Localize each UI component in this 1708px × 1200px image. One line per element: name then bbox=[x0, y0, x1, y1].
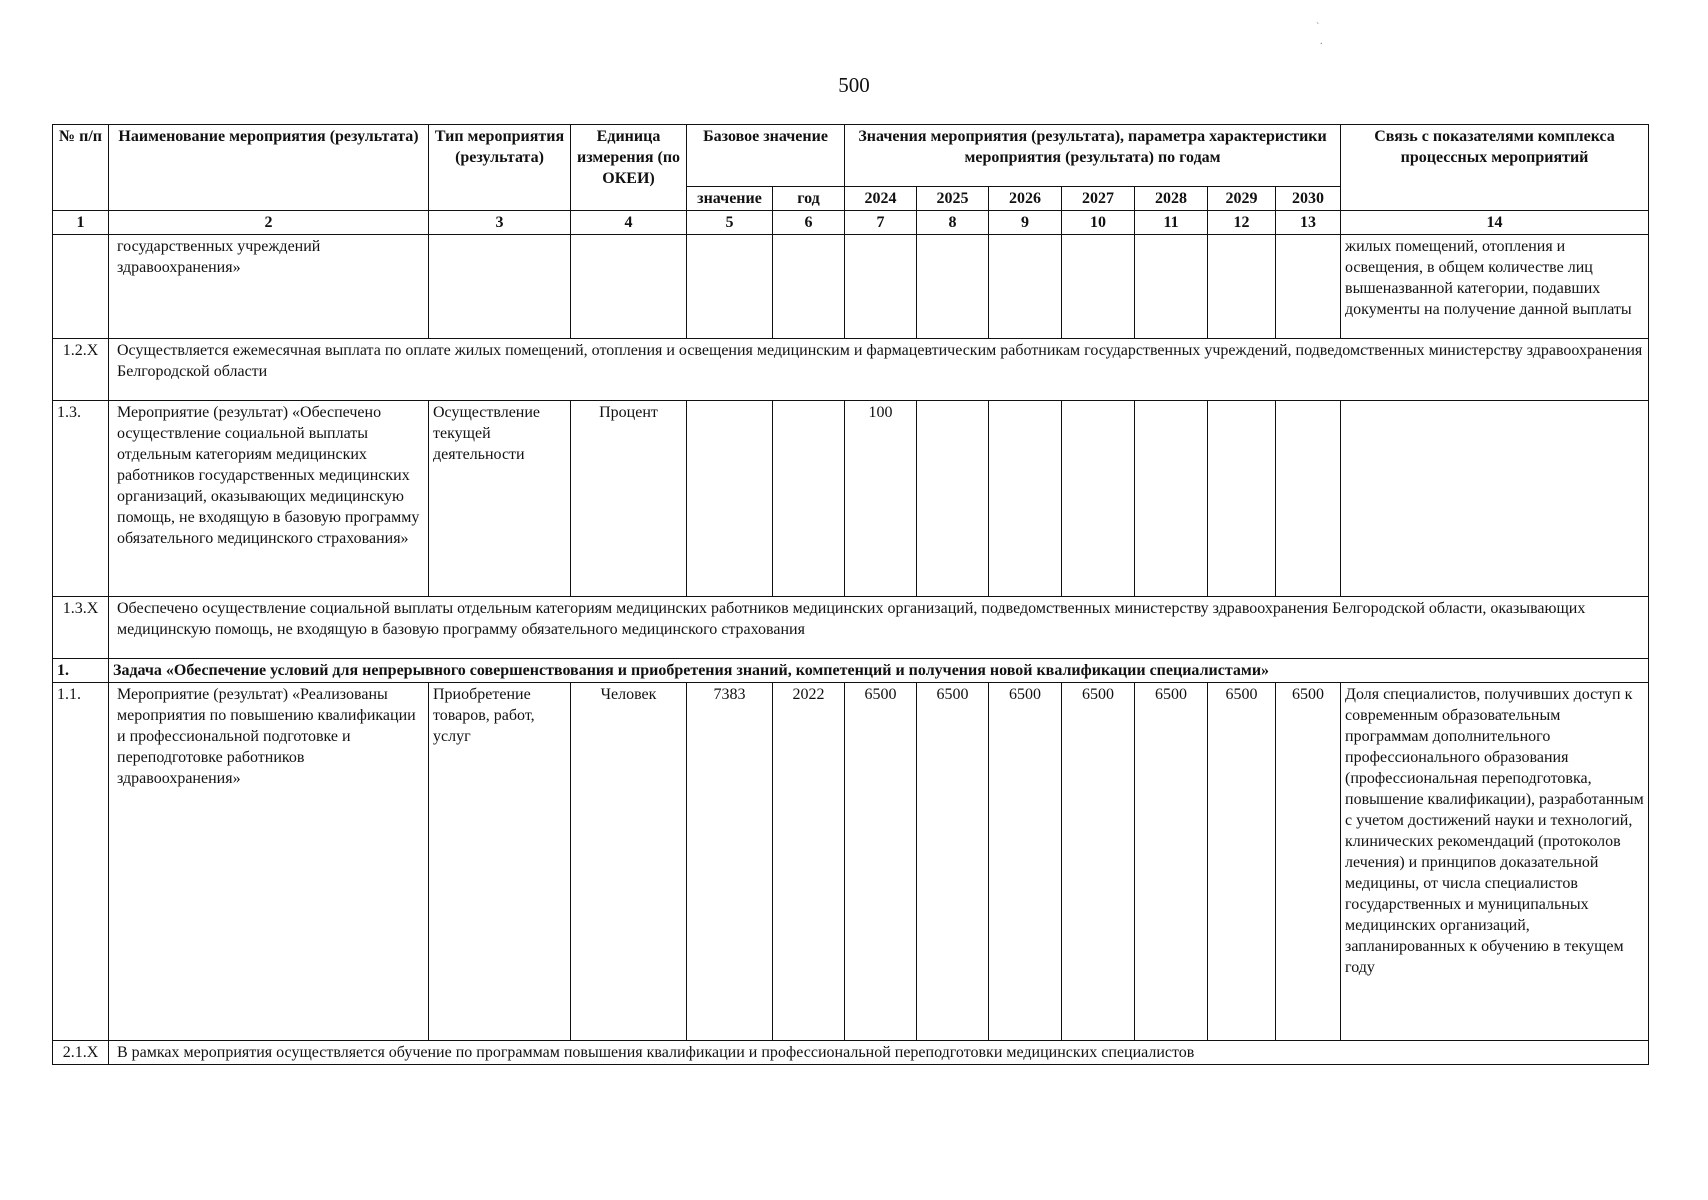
value-2025: 6500 bbox=[917, 683, 989, 1041]
column-number: 8 bbox=[917, 211, 989, 235]
base-year: 2022 bbox=[773, 683, 845, 1041]
header-unit: Единица измерения (по ОКЕИ) bbox=[571, 125, 687, 211]
indicator-link: жилых помещений, отопления и освещения, в общем количестве лиц вышеназванной категории, подавших документы на получение данной выплаты bbox=[1341, 235, 1649, 339]
header-year: 2024 bbox=[845, 187, 917, 211]
column-number: 10 bbox=[1062, 211, 1135, 235]
header-link: Связь с показателями комплекса процессных мероприятий bbox=[1341, 125, 1649, 211]
table-row bbox=[53, 235, 1649, 339]
column-number: 6 bbox=[773, 211, 845, 235]
row-description: Обеспечено осуществление социальной выплаты отдельным категориям медицинских работников медицинских организаций, подведомственных министерству здравоохранения Белгородской области, оказывающих медицинскую помощь, не входящую в базовую программу обязательного медицинского страхования bbox=[109, 597, 1649, 659]
column-number: 2 bbox=[109, 211, 429, 235]
column-number-row bbox=[53, 211, 1649, 235]
header-year: 2029 bbox=[1208, 187, 1276, 211]
header-values-by-year: Значения мероприятия (результата), параметра характеристики мероприятия (результата) по годам bbox=[845, 125, 1341, 187]
page-number: 500 bbox=[838, 73, 870, 97]
value-2027: 6500 bbox=[1062, 683, 1135, 1041]
table-row bbox=[53, 597, 1649, 659]
indicator-link: Доля специалистов, получивших доступ к современным образовательным программам дополнительного профессионального образования (профессиональная переподготовка, повышение квалификации), разработанным с учетом достижений науки и технологий, клинических рекомендаций (протоколов лечения) и принципов доказательной медицины, от числа специалистов государственных и муниципальных медицинских организаций, запланированных к обучению в текущем году bbox=[1341, 683, 1649, 1041]
header-row bbox=[53, 125, 1649, 187]
header-name: Наименование мероприятия (результата) bbox=[109, 125, 429, 211]
table-row bbox=[53, 401, 1649, 597]
header-base: Базовое значение bbox=[687, 125, 845, 187]
table-row bbox=[53, 339, 1649, 401]
column-number: 7 bbox=[845, 211, 917, 235]
value-2029: 6500 bbox=[1208, 683, 1276, 1041]
column-number: 12 bbox=[1208, 211, 1276, 235]
value-2028: 6500 bbox=[1135, 683, 1208, 1041]
column-number: 5 bbox=[687, 211, 773, 235]
activity-type: Осуществление текущей деятельности bbox=[429, 401, 571, 597]
column-number: 13 bbox=[1276, 211, 1341, 235]
header-base-value: значение bbox=[687, 187, 773, 211]
table-row bbox=[53, 659, 1649, 683]
header-base-year: год bbox=[773, 187, 845, 211]
row-number: 2.1.X bbox=[53, 1041, 109, 1065]
value-2026: 6500 bbox=[989, 683, 1062, 1041]
row-number: 1. bbox=[53, 659, 109, 683]
activity-name: Мероприятие (результат) «Обеспечено осуществление социальной выплаты отдельным категориям медицинских работников государственных медицинских организаций, оказывающих медицинскую помощь, не входящую в базовую программу обязательного медицинского страхования» bbox=[109, 401, 429, 597]
base-value: 7383 bbox=[687, 683, 773, 1041]
column-number: 14 bbox=[1341, 211, 1649, 235]
column-number: 4 bbox=[571, 211, 687, 235]
scan-mark: . bbox=[1320, 36, 1323, 47]
row-number: 1.3. bbox=[53, 401, 109, 597]
column-number: 3 bbox=[429, 211, 571, 235]
scan-mark: ` bbox=[1316, 22, 1320, 33]
header-type: Тип мероприятия (результата) bbox=[429, 125, 571, 211]
header-year: 2026 bbox=[989, 187, 1062, 211]
row-description: В рамках мероприятия осуществляется обучение по программам повышения квалификации и профессиональной переподготовки медицинских специалистов bbox=[109, 1041, 1649, 1065]
table-row bbox=[53, 683, 1649, 1041]
activities-table bbox=[52, 124, 1649, 1065]
row-number: 1.1. bbox=[53, 683, 109, 1041]
activity-name: Мероприятие (результат) «Реализованы мероприятия по повышению квалификации и профессиональной подготовке и переподготовке работников здравоохранения» bbox=[109, 683, 429, 1041]
value-2030: 6500 bbox=[1276, 683, 1341, 1041]
value-2024: 100 bbox=[845, 401, 917, 597]
header-year: 2027 bbox=[1062, 187, 1135, 211]
row-number: 1.2.X bbox=[53, 339, 109, 401]
table-row bbox=[53, 1041, 1649, 1065]
row-number: 1.3.X bbox=[53, 597, 109, 659]
header-year: 2025 bbox=[917, 187, 989, 211]
row-description: Осуществляется ежемесячная выплата по оплате жилых помещений, отопления и освещения медицинским и фармацевтическим работникам государственных учреждений, подведомственных министерству здравоохранения Белгородской области bbox=[109, 339, 1649, 401]
header-year: 2030 bbox=[1276, 187, 1341, 211]
column-number: 1 bbox=[53, 211, 109, 235]
unit: Человек bbox=[571, 683, 687, 1041]
header-year: 2028 bbox=[1135, 187, 1208, 211]
task-title: Задача «Обеспечение условий для непрерывного совершенствования и приобретения знаний, компетенций и получения новой квалификации специалистами» bbox=[109, 659, 1649, 683]
column-number: 11 bbox=[1135, 211, 1208, 235]
column-number: 9 bbox=[989, 211, 1062, 235]
value-2024: 6500 bbox=[845, 683, 917, 1041]
unit: Процент bbox=[571, 401, 687, 597]
activity-name: государственных учреждений здравоохранения» bbox=[109, 235, 429, 339]
header-num: № п/п bbox=[53, 125, 109, 211]
activity-type: Приобретение товаров, работ, услуг bbox=[429, 683, 571, 1041]
